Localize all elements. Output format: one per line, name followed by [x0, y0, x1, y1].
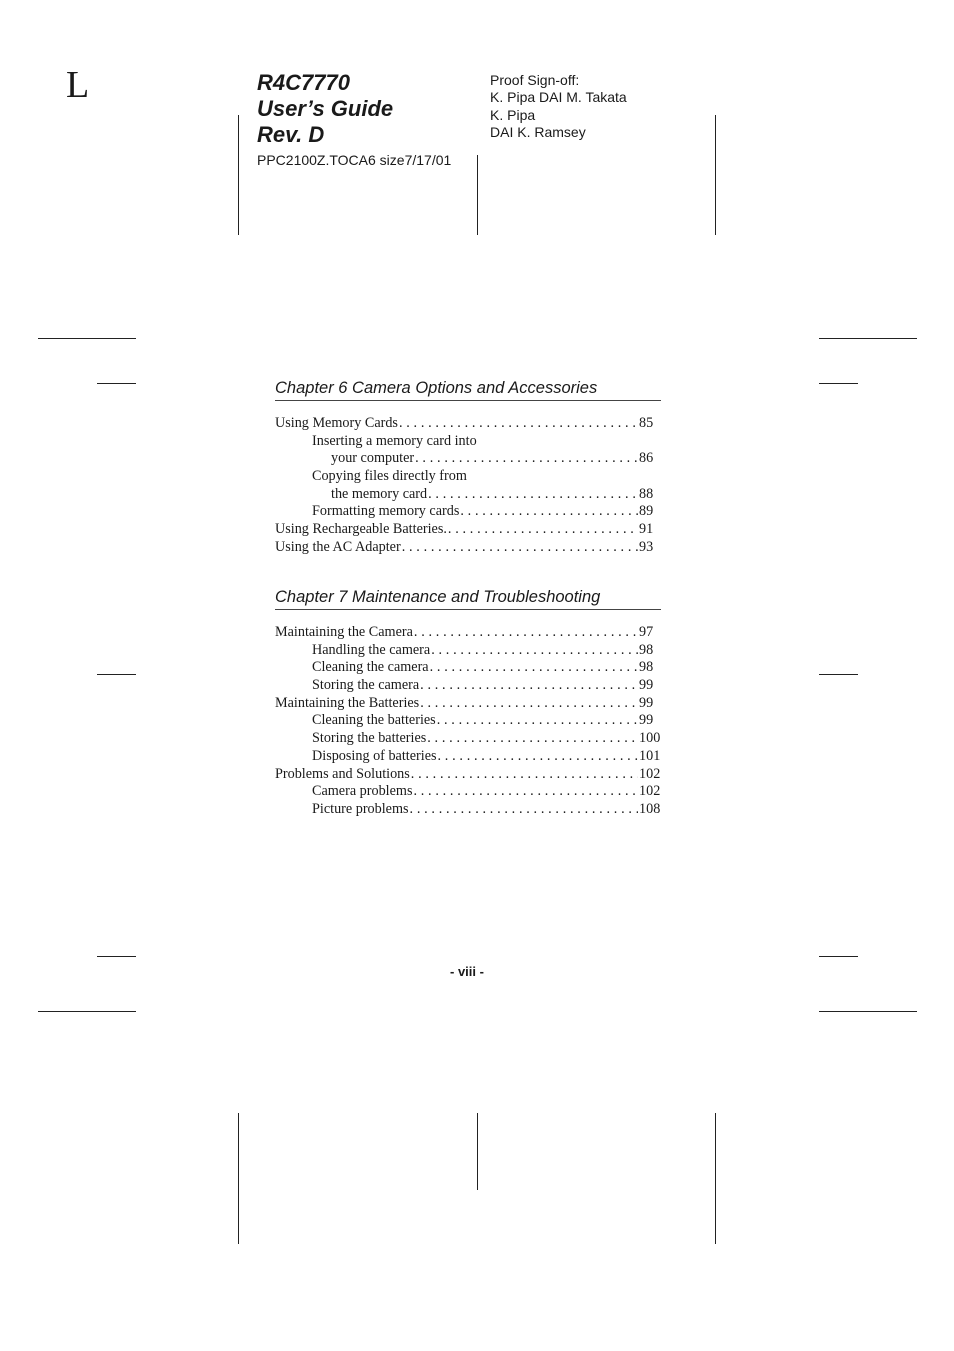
- toc-entry-page: 86: [639, 450, 654, 467]
- dot-leader: [420, 677, 638, 695]
- toc-entry-title: Cleaning the batteries: [312, 712, 436, 729]
- crop-mark: [819, 1011, 917, 1012]
- toc-entry[interactable]: [275, 503, 661, 521]
- toc-entry[interactable]: [275, 677, 661, 695]
- toc-entry-title: Storing the camera: [312, 677, 420, 694]
- document-title: [257, 70, 393, 148]
- toc-entry-title: Copying files directly from: [312, 468, 467, 485]
- toc-entry-title: Problems and Solutions: [275, 765, 410, 782]
- chapter-6-heading: Chapter 6 Camera Options and Accessories: [275, 379, 661, 401]
- chapter-7-heading: Chapter 7 Maintenance and Troubleshooting: [275, 588, 661, 610]
- toc-entry[interactable]: [275, 766, 661, 784]
- crop-mark: [819, 338, 917, 339]
- toc-entry-page: 99: [639, 677, 654, 694]
- title-line: R4C7770: [257, 70, 350, 95]
- dot-leader: [410, 801, 638, 819]
- crop-mark: [715, 115, 716, 235]
- dot-leader: [415, 450, 638, 468]
- toc-entry-page: 98: [639, 659, 654, 676]
- toc-entry-title: Picture problems: [312, 800, 409, 817]
- proof-signoff: [490, 72, 627, 141]
- toc-entry-title: Maintaining the Batteries: [275, 694, 420, 711]
- crop-mark: [97, 674, 136, 675]
- crop-mark: [97, 383, 136, 384]
- toc-entry-page: 97: [639, 624, 654, 640]
- toc-entry-title: Disposing of batteries: [312, 747, 437, 764]
- toc-entry: [275, 433, 661, 451]
- toc-entry-title: the memory card: [331, 485, 428, 502]
- dot-leader: [448, 521, 638, 539]
- dot-leader: [437, 712, 638, 730]
- toc-entry-title: Cleaning the camera: [312, 659, 429, 676]
- crop-mark: [819, 674, 858, 675]
- proof-line: Proof Sign-off:: [490, 72, 580, 88]
- toc-entry-page: 102: [639, 765, 661, 782]
- toc-entry-title: Handling the camera: [312, 641, 431, 658]
- chapter-7-toc: [275, 624, 661, 819]
- crop-mark: [97, 956, 136, 957]
- toc-entry-page: 93: [639, 538, 654, 555]
- crop-mark: [477, 155, 478, 235]
- toc-entry-page: 89: [639, 503, 654, 520]
- toc-entry-page: 101: [639, 747, 661, 764]
- dot-leader: [431, 642, 638, 660]
- dot-leader: [420, 695, 638, 713]
- toc-entry[interactable]: [275, 521, 661, 539]
- toc-entry[interactable]: [275, 712, 661, 730]
- crop-mark: [38, 338, 136, 339]
- dot-leader: [427, 730, 638, 748]
- toc-entry[interactable]: [275, 415, 661, 433]
- title-line: Rev. D: [257, 122, 325, 147]
- toc-entry-title: Storing the batteries: [312, 730, 427, 747]
- dot-leader: [430, 659, 638, 677]
- toc-entry-page: 99: [639, 712, 654, 729]
- dot-leader: [413, 783, 638, 801]
- dot-leader: [399, 415, 638, 433]
- toc-entry-title: Inserting a memory card into: [312, 432, 477, 449]
- file-info: PPC2100Z.TOCA6 size7/17/01: [257, 152, 452, 168]
- crop-mark: [477, 1113, 478, 1190]
- dot-leader: [402, 539, 638, 557]
- toc-entry[interactable]: [275, 695, 661, 713]
- proof-line: K. Pipa: [490, 106, 536, 123]
- proof-line: K. Pipa DAI M. Takata: [490, 89, 627, 106]
- crop-mark: [238, 1113, 239, 1244]
- toc-entry-page: 91: [639, 521, 654, 538]
- dot-leader: [428, 486, 638, 504]
- title-line: User’s Guide: [257, 96, 394, 121]
- toc-entry[interactable]: [275, 642, 661, 660]
- crop-mark: [38, 1011, 136, 1012]
- dot-leader: [411, 766, 638, 784]
- toc-entry[interactable]: [275, 539, 661, 557]
- toc-entry[interactable]: [275, 624, 661, 642]
- toc-entry[interactable]: [275, 450, 661, 468]
- dot-leader: [414, 624, 638, 642]
- dot-leader: [438, 748, 638, 766]
- toc-entry-title: Camera problems: [312, 783, 413, 800]
- crop-mark: [715, 1113, 716, 1244]
- toc-entry-page: 98: [639, 641, 654, 658]
- corner-letter: L: [66, 64, 90, 106]
- toc-entry-title: Using Memory Cards: [275, 415, 398, 431]
- toc-entry[interactable]: [275, 783, 661, 801]
- chapter-6-toc: [275, 415, 661, 557]
- crop-mark: [819, 383, 858, 384]
- crop-mark: [238, 115, 239, 235]
- dot-leader: [460, 503, 638, 521]
- page-number: - viii -: [450, 964, 484, 979]
- toc-entry[interactable]: [275, 659, 661, 677]
- proof-line: DAI K. Ramsey: [490, 123, 586, 140]
- toc-entry[interactable]: [275, 801, 661, 819]
- toc-entry: [275, 468, 661, 486]
- toc-entry-title: Formatting memory cards: [312, 503, 460, 520]
- toc-entry-page: 100: [639, 730, 661, 747]
- toc-entry-title: your computer: [331, 450, 415, 467]
- toc-entry[interactable]: [275, 486, 661, 504]
- toc-entry[interactable]: [275, 748, 661, 766]
- toc-entry-page: 102: [639, 783, 661, 800]
- toc-entry[interactable]: [275, 730, 661, 748]
- toc-entry-title: Using the AC Adapter: [275, 538, 401, 555]
- toc-entry-title: Using Rechargeable Batteries.: [275, 521, 447, 538]
- toc-entry-page: 108: [639, 800, 661, 817]
- toc-entry-page: 99: [639, 694, 654, 711]
- toc-entry-title: Maintaining the Camera: [275, 624, 413, 640]
- crop-mark: [819, 956, 858, 957]
- toc-entry-page: 88: [639, 485, 654, 502]
- toc-entry-page: 85: [639, 415, 654, 431]
